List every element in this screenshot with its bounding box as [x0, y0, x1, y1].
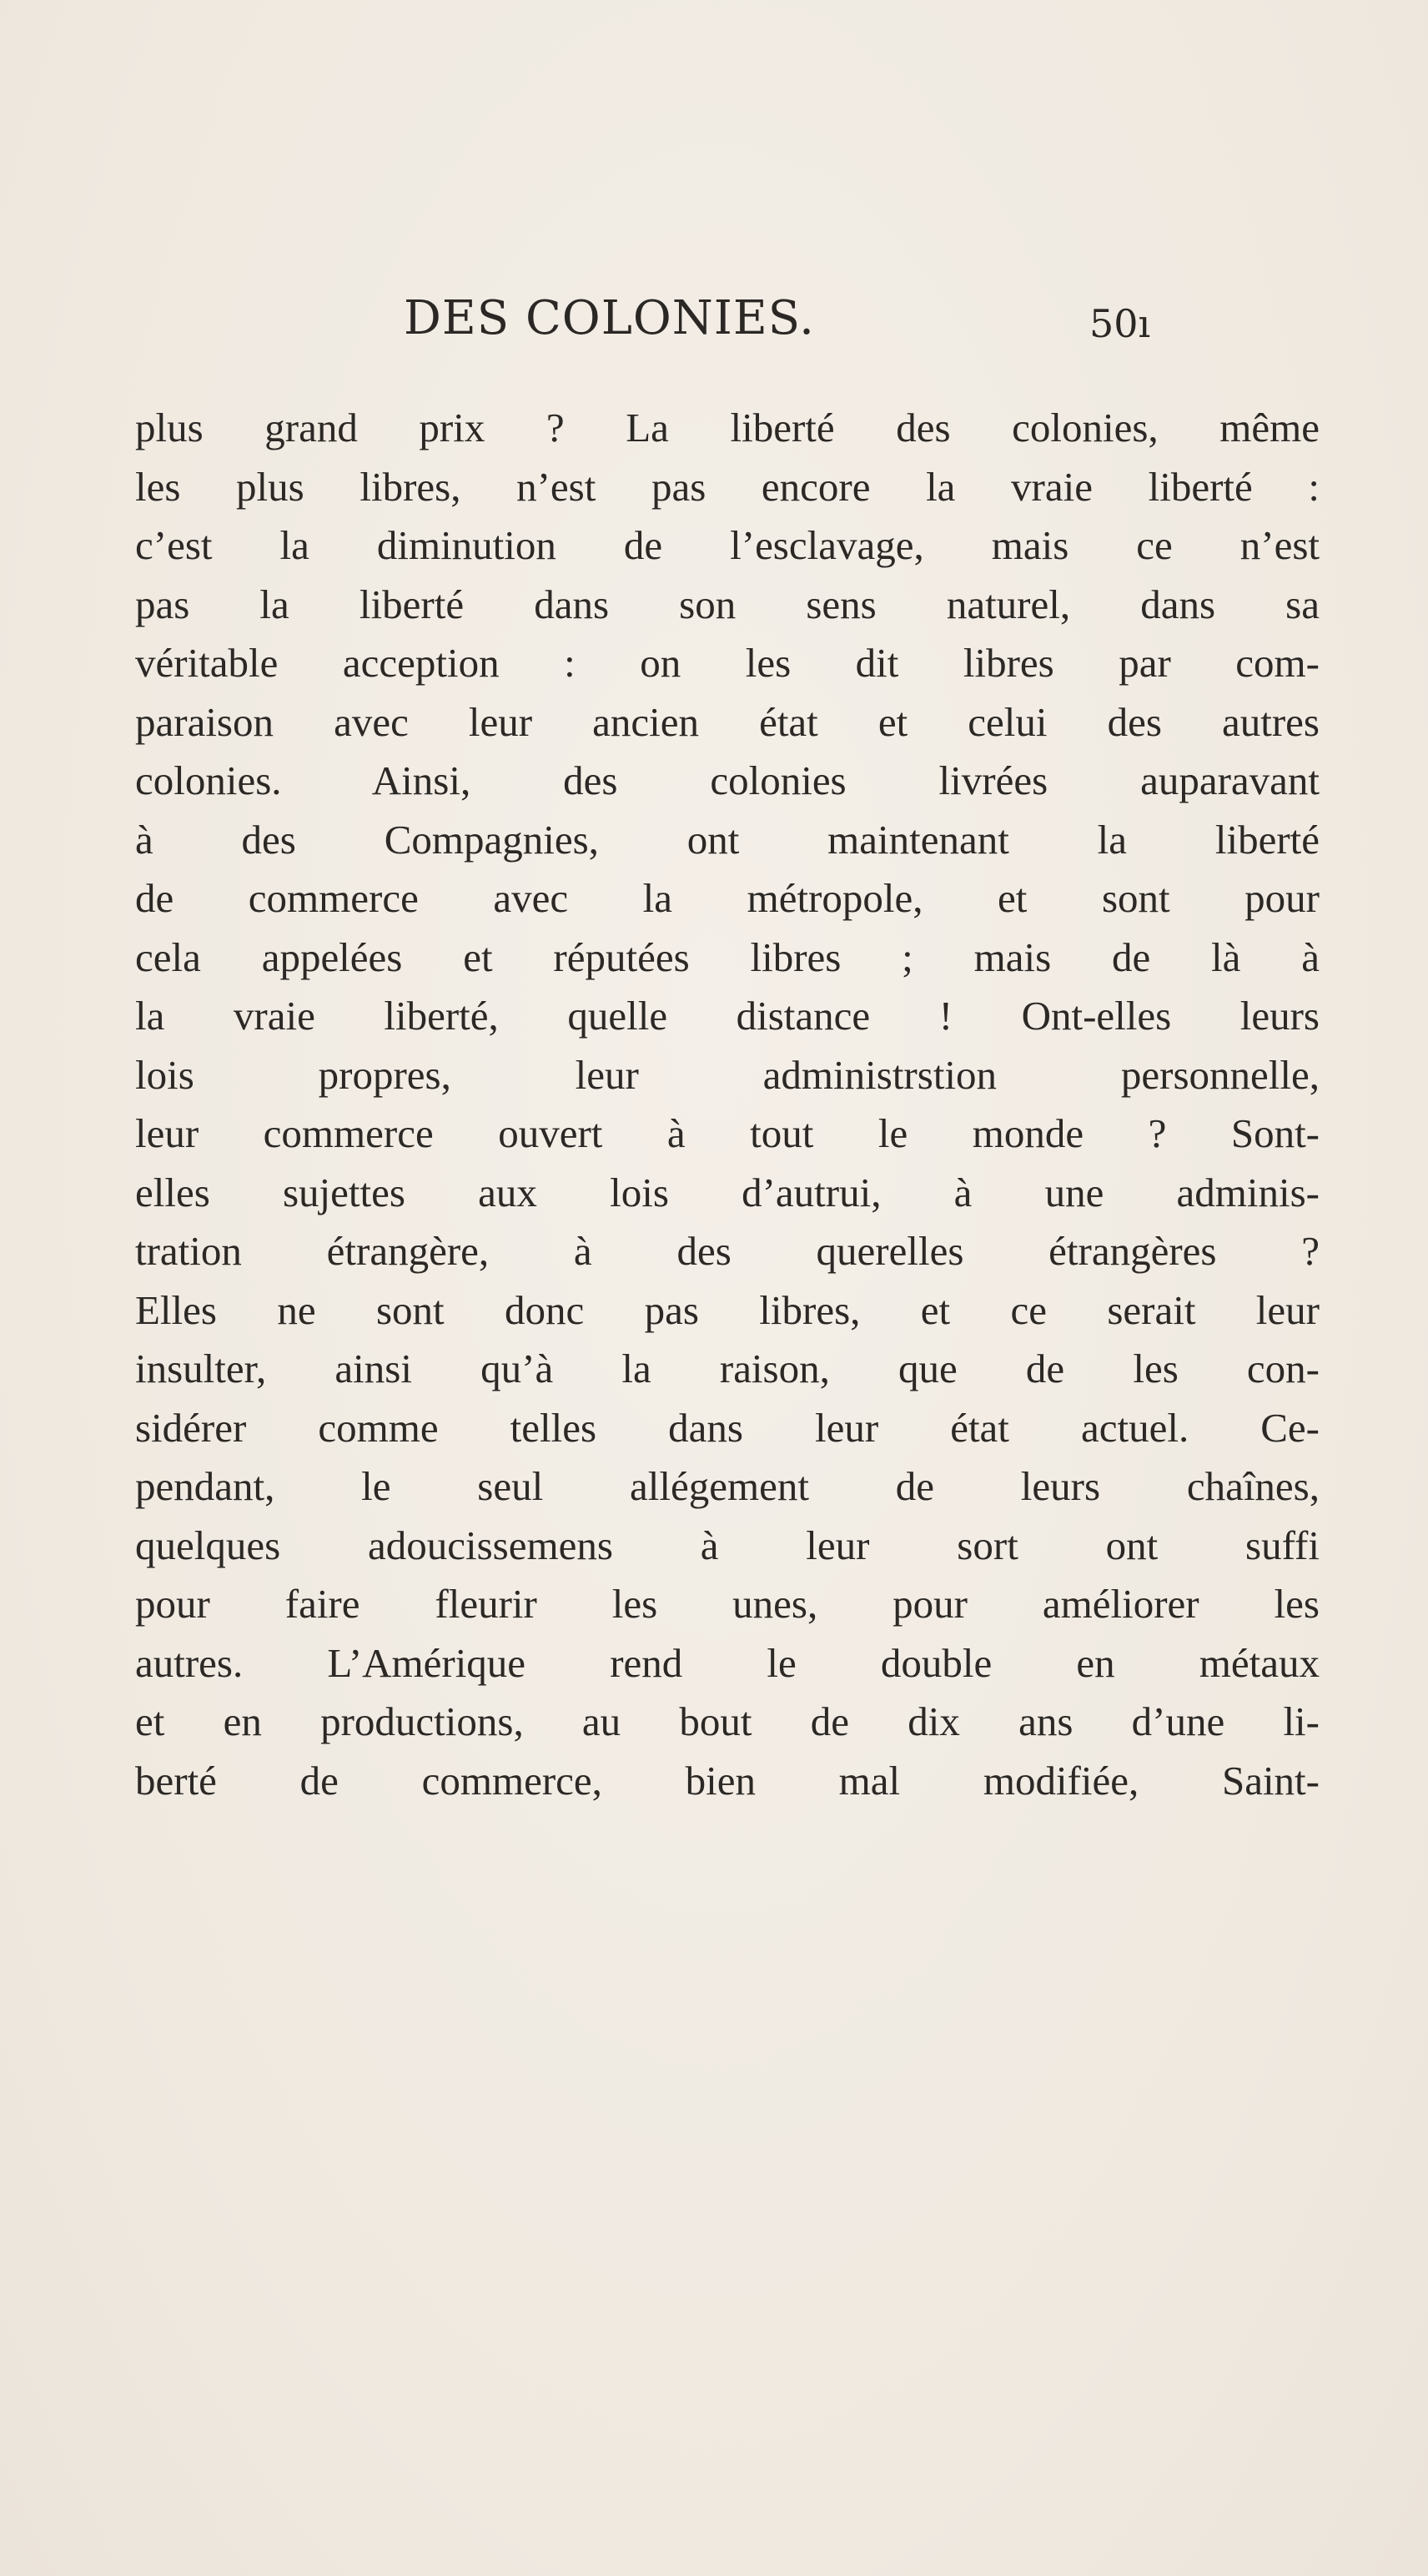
text-line: pas la liberté dans son sens naturel, dans sa: [135, 581, 1320, 627]
text-line: leur commerce ouvert à tout le monde ? Sont-: [135, 1110, 1320, 1156]
text-line: plus grand prix ? La liberté des colonies, même: [135, 405, 1320, 450]
text-line: Elles ne sont donc pas libres, et ce serait leur: [135, 1286, 1320, 1333]
text-line: berté de commerce, bien mal modifiée, Saint-: [135, 1757, 1320, 1804]
text-line: pour faire fleurir les unes, pour améliorer les: [135, 1581, 1320, 1627]
text-line: sidérer comme telles dans leur état actuel. Ce-: [135, 1404, 1320, 1451]
text-line: pendant, le seul allégement de leurs chaînes,: [135, 1463, 1320, 1509]
body-text: [135, 399, 1320, 1810]
text-line: et en productions, au bout de dix ans d’une li-: [135, 1698, 1320, 1744]
text-line: de commerce avec la métropole, et sont pour: [135, 875, 1320, 921]
text-line: colonies. Ainsi, des colonies livrées auparavant: [135, 757, 1320, 803]
text-line: c’est la diminution de l’esclavage, mais ce n’est: [135, 522, 1320, 568]
text-line: les plus libres, n’est pas encore la vraie liberté :: [135, 463, 1320, 510]
text-line: cela appelées et réputées libres ; mais de là à: [135, 933, 1320, 980]
text-line: à des Compagnies, ont maintenant la liberté: [135, 816, 1320, 863]
text-line: elles sujettes aux lois d’autrui, à une adminis-: [135, 1169, 1320, 1215]
text-line: lois propres, leur administrstion personnelle,: [135, 1051, 1320, 1098]
page-header: [0, 285, 1428, 352]
running-title: DES COLONIES.: [404, 291, 815, 345]
text-line: quelques adoucissemens à leur sort ont suffi: [135, 1522, 1320, 1568]
text-line: autres. L’Amérique rend le double en métaux: [135, 1639, 1320, 1686]
text-line: insulter, ainsi qu’à la raison, que de les con-: [135, 1346, 1320, 1391]
text-line: paraison avec leur ancien état et celui des autres: [135, 698, 1320, 745]
text-line: véritable acception : on les dit libres par com-: [135, 640, 1320, 686]
text-line: la vraie liberté, quelle distance ! Ont-elles leurs: [135, 993, 1320, 1039]
page-number: 50ı: [1089, 301, 1151, 346]
text-line: tration étrangère, à des querelles étrangères ?: [135, 1228, 1320, 1274]
